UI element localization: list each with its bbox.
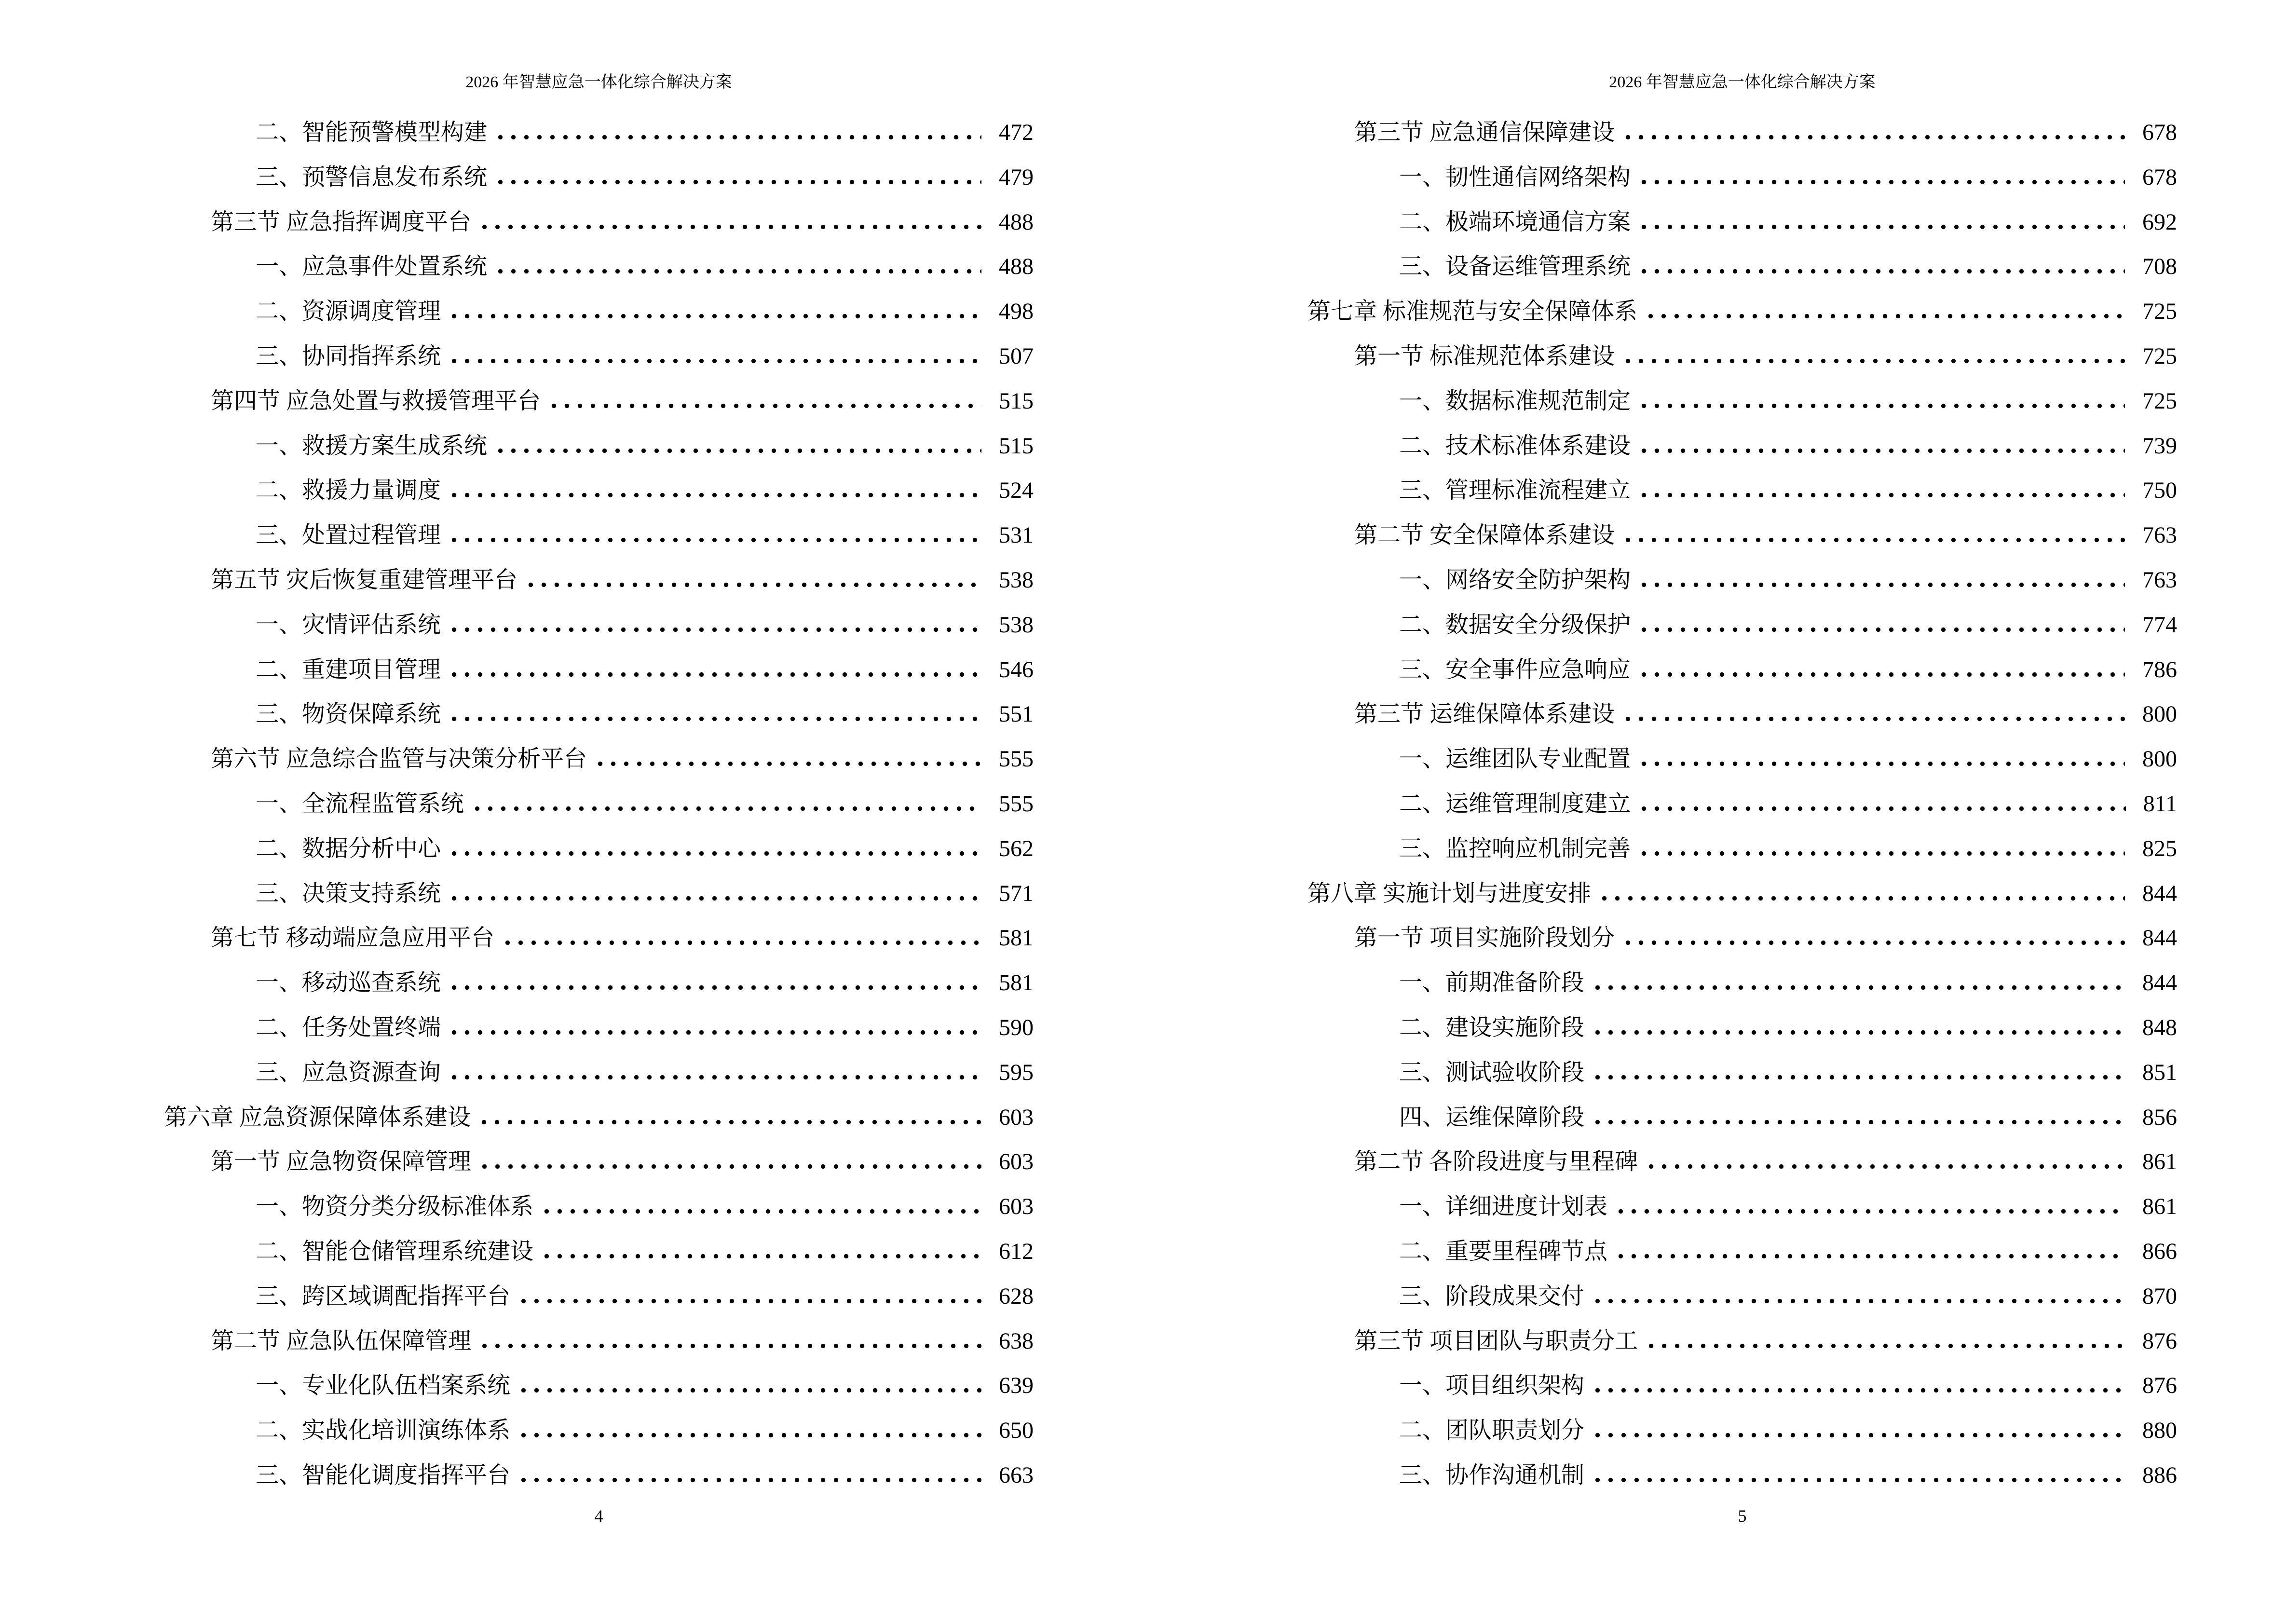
dot-leader bbox=[501, 940, 981, 945]
toc-entry-page: 488 bbox=[999, 209, 1034, 235]
toc-entry-page: 763 bbox=[2142, 522, 2177, 548]
toc-entry-page: 861 bbox=[2142, 1194, 2177, 1220]
dot-leader bbox=[1591, 1030, 2125, 1035]
toc-entry[interactable] bbox=[0, 1229, 1144, 1274]
toc-entry-page: 678 bbox=[2142, 120, 2177, 145]
toc-entry[interactable] bbox=[0, 334, 1144, 379]
toc-entry[interactable] bbox=[1144, 648, 2287, 693]
toc-entry-page: 581 bbox=[999, 970, 1034, 996]
toc-entry-label: 一、灾情评估系统 bbox=[256, 612, 441, 638]
toc-entry-page: 856 bbox=[2142, 1104, 2177, 1130]
toc-entry-page: 546 bbox=[999, 656, 1034, 682]
toc-entry-label: 一、详细进度计划表 bbox=[1399, 1194, 1608, 1220]
toc-entry-label: 二、建设实施阶段 bbox=[1399, 1014, 1585, 1040]
toc-entry[interactable] bbox=[0, 424, 1144, 469]
toc-entry-page: 750 bbox=[2142, 478, 2177, 504]
toc-entry[interactable] bbox=[1144, 513, 2287, 558]
toc-entry[interactable] bbox=[1144, 1229, 2287, 1274]
toc-entry-label: 四、运维保障阶段 bbox=[1399, 1104, 1585, 1130]
toc-entry-label: 一、运维团队专业配置 bbox=[1399, 746, 1631, 772]
toc-entry-label: 一、全流程监管系统 bbox=[256, 791, 464, 817]
toc-entry-label: 三、智能化调度指挥平台 bbox=[256, 1462, 511, 1488]
toc-entry-page: 603 bbox=[999, 1194, 1034, 1220]
dot-leader bbox=[1591, 1119, 2125, 1125]
dot-leader bbox=[494, 135, 981, 140]
toc-entry-page: 866 bbox=[2142, 1238, 2177, 1264]
dot-leader bbox=[494, 448, 981, 453]
toc-entry[interactable] bbox=[0, 782, 1144, 827]
toc-entry[interactable] bbox=[1144, 1095, 2287, 1140]
toc-entry-page: 472 bbox=[999, 120, 1034, 145]
dot-leader bbox=[1645, 1164, 2125, 1169]
toc-entry-label: 二、数据分析中心 bbox=[256, 835, 441, 861]
toc-entry-page: 848 bbox=[2142, 1014, 2177, 1040]
toc-entry-label: 第三节 运维保障体系建设 bbox=[1354, 701, 1615, 727]
toc-entry-page: 603 bbox=[999, 1104, 1034, 1130]
dot-leader bbox=[1637, 806, 2126, 811]
toc-entry[interactable] bbox=[1144, 782, 2287, 827]
toc-entry-page: 880 bbox=[2142, 1418, 2177, 1444]
toc-entry[interactable] bbox=[0, 513, 1144, 558]
toc-entry[interactable] bbox=[0, 737, 1144, 782]
toc-entry-page: 692 bbox=[2142, 209, 2177, 235]
toc-entry-label: 第一节 项目实施阶段划分 bbox=[1354, 925, 1615, 951]
toc-entry-label: 第六章 应急资源保障体系建设 bbox=[164, 1104, 471, 1130]
toc-entry[interactable] bbox=[1144, 424, 2287, 469]
toc-entry-page: 725 bbox=[2142, 343, 2177, 369]
dot-leader bbox=[448, 716, 981, 722]
document-title: 2026 年智慧应急一体化综合解决方案 bbox=[465, 73, 732, 91]
toc-entry[interactable] bbox=[0, 245, 1144, 289]
dot-leader bbox=[448, 985, 981, 990]
dot-leader bbox=[517, 1433, 981, 1438]
page-header bbox=[164, 72, 1034, 93]
toc-entry-label: 第七章 标准规范与安全保障体系 bbox=[1307, 299, 1638, 325]
toc-entry[interactable] bbox=[0, 916, 1144, 961]
toc-entry-page: 739 bbox=[2142, 433, 2177, 459]
toc-entry-label: 第二节 安全保障体系建设 bbox=[1354, 522, 1615, 548]
toc-entry[interactable] bbox=[0, 200, 1144, 245]
toc-entry-page: 844 bbox=[2142, 970, 2177, 996]
toc-entry-label: 第七节 移动端应急应用平台 bbox=[211, 925, 495, 951]
toc-entry-label: 第二节 应急队伍保障管理 bbox=[211, 1328, 472, 1354]
toc-entry-label: 三、预警信息发布系统 bbox=[256, 164, 488, 190]
toc-entry-page: 861 bbox=[2142, 1149, 2177, 1175]
toc-entry-label: 一、应急事件处置系统 bbox=[256, 254, 488, 280]
toc-entry-page: 800 bbox=[2142, 746, 2177, 772]
toc-entry-label: 三、测试验收阶段 bbox=[1399, 1059, 1585, 1085]
page-header bbox=[1307, 72, 2177, 93]
toc-entry-label: 二、重建项目管理 bbox=[256, 656, 441, 682]
toc-entry-label: 第三节 应急通信保障建设 bbox=[1354, 120, 1615, 145]
toc-entry-page: 581 bbox=[999, 925, 1034, 951]
toc-entry-page: 571 bbox=[999, 880, 1034, 906]
toc-entry[interactable] bbox=[1144, 1408, 2287, 1453]
toc-entry-label: 第八章 实施计划与进度安排 bbox=[1307, 880, 1592, 906]
toc-entry[interactable] bbox=[1144, 872, 2287, 916]
toc-entry-page: 538 bbox=[999, 567, 1034, 593]
toc-entry[interactable] bbox=[0, 692, 1144, 737]
toc-entry-label: 第一节 标准规范体系建设 bbox=[1354, 343, 1615, 369]
toc-entry-page: 763 bbox=[2142, 567, 2177, 593]
toc-entry[interactable] bbox=[1144, 1140, 2287, 1185]
toc-entry[interactable] bbox=[1144, 827, 2287, 872]
toc-entry[interactable] bbox=[0, 1095, 1144, 1140]
toc-entry-label: 一、专业化队伍档案系统 bbox=[256, 1373, 511, 1399]
toc-entry-label: 三、安全事件应急响应 bbox=[1399, 656, 1631, 682]
toc-entry-page: 590 bbox=[999, 1014, 1034, 1040]
dot-leader bbox=[1637, 582, 2125, 587]
toc-entry-label: 二、团队职责划分 bbox=[1399, 1418, 1585, 1444]
toc-entry-label: 一、前期准备阶段 bbox=[1399, 970, 1585, 996]
dot-leader bbox=[1591, 985, 2125, 990]
dot-leader bbox=[517, 1477, 981, 1483]
toc-entry-page: 825 bbox=[2142, 835, 2177, 861]
dot-leader bbox=[540, 1209, 981, 1214]
toc-entry-label: 三、应急资源查询 bbox=[256, 1059, 441, 1085]
toc-entry-page: 725 bbox=[2142, 388, 2177, 414]
toc-entry-label: 三、管理标准流程建立 bbox=[1399, 478, 1631, 504]
dot-leader bbox=[448, 1030, 981, 1035]
dot-leader bbox=[517, 1298, 981, 1304]
toc-entry-label: 三、物资保障系统 bbox=[256, 701, 441, 727]
dot-leader bbox=[448, 672, 981, 677]
toc-entry-page: 725 bbox=[2142, 299, 2177, 325]
toc-entry-page: 551 bbox=[999, 701, 1034, 727]
dot-leader bbox=[1637, 403, 2125, 409]
toc-entry[interactable] bbox=[1144, 1051, 2287, 1095]
dot-leader bbox=[1621, 716, 2125, 722]
dot-leader bbox=[448, 1075, 981, 1080]
toc-entry[interactable] bbox=[0, 648, 1144, 693]
dot-leader bbox=[1621, 135, 2125, 140]
toc-entry[interactable] bbox=[0, 1140, 1144, 1185]
toc-entry-page: 774 bbox=[2142, 612, 2177, 638]
toc-entry-label: 第四节 应急处置与救援管理平台 bbox=[211, 388, 541, 414]
toc-entry[interactable] bbox=[0, 1319, 1144, 1364]
dot-leader bbox=[594, 761, 981, 766]
toc-entry[interactable] bbox=[1144, 200, 2287, 245]
toc-entry-page: 524 bbox=[999, 478, 1034, 504]
dot-leader bbox=[448, 896, 981, 901]
page-footer bbox=[1307, 1506, 2177, 1527]
dot-leader bbox=[448, 537, 981, 543]
toc-entry[interactable] bbox=[1144, 1364, 2287, 1408]
dot-leader bbox=[1637, 492, 2125, 498]
dot-leader bbox=[1637, 627, 2125, 632]
dot-leader bbox=[1637, 851, 2125, 856]
toc-entry-page: 639 bbox=[999, 1373, 1034, 1399]
toc-entry[interactable] bbox=[1144, 1274, 2287, 1319]
dot-leader bbox=[1621, 358, 2125, 364]
toc-entry-label: 一、项目组织架构 bbox=[1399, 1373, 1585, 1399]
toc-entry-page: 531 bbox=[999, 522, 1034, 548]
toc-entry-label: 第六节 应急综合监管与决策分析平台 bbox=[211, 746, 587, 772]
dot-leader bbox=[448, 851, 981, 856]
toc-entry-label: 二、救援力量调度 bbox=[256, 478, 441, 504]
toc-entry-label: 二、极端环境通信方案 bbox=[1399, 209, 1631, 235]
toc-entry-label: 二、智能仓储管理系统建设 bbox=[256, 1238, 534, 1264]
dot-leader bbox=[540, 1254, 981, 1259]
toc-entry-page: 870 bbox=[2142, 1283, 2177, 1309]
toc-entry[interactable] bbox=[0, 468, 1144, 513]
toc-entry-label: 三、监控响应机制完善 bbox=[1399, 835, 1631, 861]
toc-entry-page: 844 bbox=[2142, 880, 2177, 906]
toc-entry-page: 786 bbox=[2142, 656, 2177, 682]
dot-leader bbox=[448, 314, 981, 319]
toc-entry[interactable] bbox=[1144, 603, 2287, 648]
toc-entry[interactable] bbox=[1144, 692, 2287, 737]
dot-leader bbox=[524, 582, 981, 587]
toc-list bbox=[1144, 110, 2287, 1498]
toc-entry[interactable] bbox=[0, 155, 1144, 200]
toc-entry-page: 628 bbox=[999, 1283, 1034, 1309]
toc-entry-label: 第一节 应急物资保障管理 bbox=[211, 1149, 472, 1175]
dot-leader bbox=[478, 1164, 981, 1169]
toc-entry-label: 三、处置过程管理 bbox=[256, 522, 441, 548]
dot-leader bbox=[1614, 1254, 2125, 1259]
toc-entry[interactable] bbox=[0, 1185, 1144, 1229]
toc-entry-page: 538 bbox=[999, 612, 1034, 638]
toc-entry-label: 一、韧性通信网络架构 bbox=[1399, 164, 1631, 190]
toc-entry[interactable] bbox=[1144, 737, 2287, 782]
dot-leader bbox=[1637, 448, 2125, 453]
toc-entry-page: 851 bbox=[2142, 1059, 2177, 1085]
toc-entry[interactable] bbox=[1144, 916, 2287, 961]
dot-leader bbox=[1614, 1209, 2125, 1214]
dot-leader bbox=[448, 492, 981, 498]
toc-entry-page: 479 bbox=[999, 164, 1034, 190]
toc-entry[interactable] bbox=[0, 1364, 1144, 1408]
toc-entry-page: 876 bbox=[2142, 1373, 2177, 1399]
toc-entry[interactable] bbox=[1144, 468, 2287, 513]
toc-entry-label: 一、物资分类分级标准体系 bbox=[256, 1194, 534, 1220]
toc-list bbox=[0, 110, 1144, 1498]
dot-leader bbox=[448, 358, 981, 364]
toc-entry[interactable] bbox=[0, 1408, 1144, 1453]
toc-entry-label: 第五节 灾后恢复重建管理平台 bbox=[211, 567, 518, 593]
toc-entry[interactable] bbox=[0, 827, 1144, 872]
toc-entry[interactable] bbox=[0, 289, 1144, 334]
toc-entry-page: 844 bbox=[2142, 925, 2177, 951]
toc-entry[interactable] bbox=[1144, 1453, 2287, 1498]
dot-leader bbox=[478, 1343, 981, 1349]
toc-entry-label: 一、救援方案生成系统 bbox=[256, 433, 488, 459]
toc-entry-label: 二、实战化培训演练体系 bbox=[256, 1418, 511, 1444]
toc-entry[interactable] bbox=[0, 1453, 1144, 1498]
toc-entry-label: 第三节 应急指挥调度平台 bbox=[211, 209, 472, 235]
toc-entry-page: 507 bbox=[999, 343, 1034, 369]
toc-entry-page: 876 bbox=[2142, 1328, 2177, 1354]
toc-entry-page: 708 bbox=[2142, 254, 2177, 280]
toc-entry-label: 二、资源调度管理 bbox=[256, 299, 441, 325]
toc-entry-label: 二、技术标准体系建设 bbox=[1399, 433, 1631, 459]
toc-entry[interactable] bbox=[0, 110, 1144, 155]
toc-entry-page: 555 bbox=[999, 791, 1034, 817]
toc-entry[interactable] bbox=[0, 379, 1144, 424]
toc-entry-page: 886 bbox=[2142, 1462, 2177, 1488]
dot-leader bbox=[1621, 537, 2125, 543]
page-number: 5 bbox=[1738, 1506, 1747, 1526]
toc-entry-label: 二、数据安全分级保护 bbox=[1399, 612, 1631, 638]
dot-leader bbox=[494, 179, 981, 185]
toc-entry-label: 二、智能预警模型构建 bbox=[256, 120, 488, 145]
toc-entry-page: 562 bbox=[999, 835, 1034, 861]
toc-entry-label: 第二节 各阶段进度与里程碑 bbox=[1354, 1149, 1638, 1175]
toc-entry[interactable] bbox=[1144, 245, 2287, 289]
toc-entry[interactable] bbox=[1144, 334, 2287, 379]
page-footer bbox=[164, 1506, 1034, 1527]
toc-entry-page: 678 bbox=[2142, 164, 2177, 190]
dot-leader bbox=[1645, 1343, 2125, 1349]
dot-leader bbox=[471, 806, 981, 811]
toc-entry-page: 555 bbox=[999, 746, 1034, 772]
toc-entry-label: 三、协作沟通机制 bbox=[1399, 1462, 1585, 1488]
dot-leader bbox=[477, 1119, 981, 1125]
dot-leader bbox=[547, 403, 981, 409]
toc-entry-label: 二、重要里程碑节点 bbox=[1399, 1238, 1608, 1264]
document-page-right bbox=[1144, 0, 2287, 1624]
toc-entry-page: 811 bbox=[2143, 791, 2177, 817]
dot-leader bbox=[1637, 672, 2125, 677]
toc-entry[interactable] bbox=[1144, 558, 2287, 603]
toc-entry-page: 498 bbox=[999, 299, 1034, 325]
dot-leader bbox=[1644, 314, 2125, 319]
toc-entry[interactable] bbox=[0, 872, 1144, 916]
toc-entry[interactable] bbox=[0, 558, 1144, 603]
toc-entry-label: 一、移动巡查系统 bbox=[256, 970, 441, 996]
toc-entry[interactable] bbox=[0, 961, 1144, 1006]
toc-entry[interactable] bbox=[0, 603, 1144, 648]
toc-entry[interactable] bbox=[1144, 379, 2287, 424]
toc-entry-page: 515 bbox=[999, 388, 1034, 414]
toc-entry-page: 515 bbox=[999, 433, 1034, 459]
toc-entry-label: 三、决策支持系统 bbox=[256, 880, 441, 906]
dot-leader bbox=[1637, 269, 2125, 274]
dot-leader bbox=[1591, 1298, 2125, 1304]
toc-entry[interactable] bbox=[1144, 961, 2287, 1006]
dot-leader bbox=[1591, 1433, 2125, 1438]
dot-leader bbox=[1591, 1388, 2125, 1393]
toc-entry-label: 一、网络安全防护架构 bbox=[1399, 567, 1631, 593]
dot-leader bbox=[517, 1388, 981, 1393]
toc-entry[interactable] bbox=[1144, 289, 2287, 334]
toc-entry-label: 一、数据标准规范制定 bbox=[1399, 388, 1631, 414]
dot-leader bbox=[1591, 1477, 2125, 1483]
toc-entry-page: 650 bbox=[999, 1418, 1034, 1444]
toc-entry[interactable] bbox=[1144, 155, 2287, 200]
toc-entry[interactable] bbox=[1144, 110, 2287, 155]
dot-leader bbox=[448, 627, 981, 632]
dot-leader bbox=[494, 269, 981, 274]
toc-entry[interactable] bbox=[1144, 1319, 2287, 1364]
dot-leader bbox=[1637, 179, 2125, 185]
toc-entry-page: 603 bbox=[999, 1149, 1034, 1175]
toc-entry-page: 663 bbox=[999, 1462, 1034, 1488]
toc-entry[interactable] bbox=[1144, 1006, 2287, 1051]
dot-leader bbox=[478, 224, 981, 230]
dot-leader bbox=[1637, 761, 2125, 766]
toc-entry-label: 三、阶段成果交付 bbox=[1399, 1283, 1585, 1309]
toc-entry[interactable] bbox=[0, 1051, 1144, 1095]
toc-entry[interactable] bbox=[0, 1006, 1144, 1051]
toc-entry-label: 三、跨区域调配指挥平台 bbox=[256, 1283, 511, 1309]
toc-entry-label: 三、协同指挥系统 bbox=[256, 343, 441, 369]
dot-leader bbox=[1637, 224, 2125, 230]
document-title: 2026 年智慧应急一体化综合解决方案 bbox=[1609, 73, 1876, 91]
toc-entry[interactable] bbox=[1144, 1185, 2287, 1229]
dot-leader bbox=[1621, 940, 2125, 945]
toc-entry-page: 638 bbox=[999, 1328, 1034, 1354]
toc-entry-label: 二、运维管理制度建立 bbox=[1399, 791, 1631, 817]
toc-entry-page: 800 bbox=[2142, 701, 2177, 727]
dot-leader bbox=[1591, 1075, 2125, 1080]
toc-entry[interactable] bbox=[0, 1274, 1144, 1319]
toc-entry-page: 612 bbox=[999, 1238, 1034, 1264]
toc-entry-label: 三、设备运维管理系统 bbox=[1399, 254, 1631, 280]
toc-entry-label: 第三节 项目团队与职责分工 bbox=[1354, 1328, 1638, 1354]
toc-entry-label: 二、任务处置终端 bbox=[256, 1014, 441, 1040]
page-number: 4 bbox=[594, 1506, 603, 1526]
toc-entry-page: 595 bbox=[999, 1059, 1034, 1085]
toc-entry-page: 488 bbox=[999, 254, 1034, 280]
dot-leader bbox=[1598, 896, 2125, 901]
